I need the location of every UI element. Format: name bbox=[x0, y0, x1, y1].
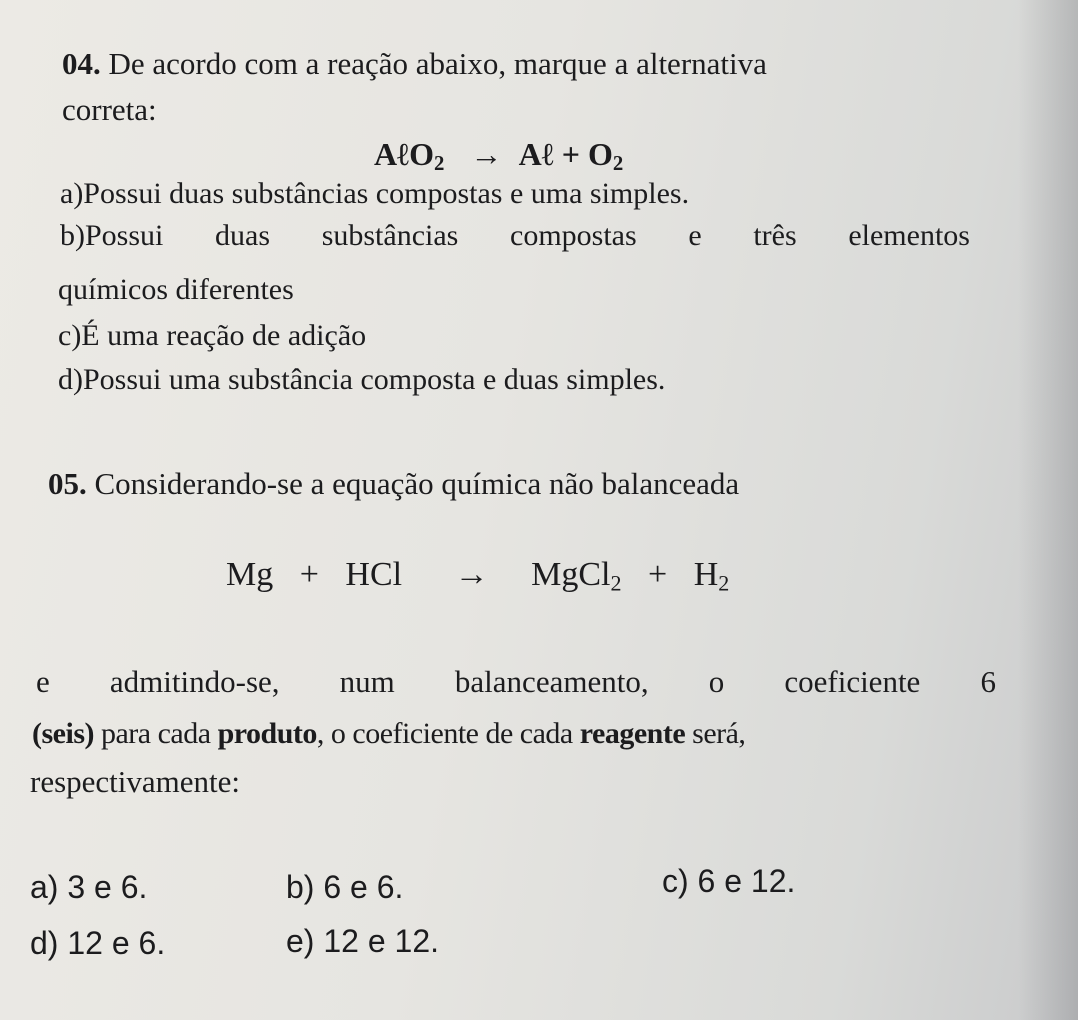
q05-text-fragment: para cada bbox=[93, 717, 218, 750]
q05-reactant-mg: Mg bbox=[226, 556, 274, 593]
q05-product-mgcl2: MgCl$_2$ bbox=[531, 556, 622, 596]
q05-equation bbox=[226, 556, 729, 597]
q04-stem-line2: correta: bbox=[62, 92, 157, 127]
word: b)Possui bbox=[60, 219, 164, 252]
q05-stem-text: Considerando-se a equação química não balanceada bbox=[94, 466, 740, 501]
q05-stem-line bbox=[48, 466, 739, 502]
q04-products: Aℓ + $O_2$ bbox=[518, 136, 624, 176]
q04-option-b-line1 bbox=[60, 218, 970, 254]
q05-text-fragment: , o coeficiente de cada bbox=[316, 717, 580, 750]
q04-reactant: AℓO$_2$ bbox=[374, 136, 445, 176]
word: três bbox=[753, 219, 797, 252]
q05-plus-2: + bbox=[648, 556, 668, 593]
q05-text-fragment: será, bbox=[685, 717, 746, 750]
q04-stem-line1 bbox=[62, 46, 767, 82]
q04-option-d: d)Possui uma substância composta e duas simples. bbox=[58, 363, 666, 396]
q05-product-h2: $H_2$ bbox=[693, 556, 730, 596]
q04-number: 04. bbox=[62, 46, 101, 81]
word: e bbox=[36, 664, 50, 699]
q05-produto: produto bbox=[217, 717, 317, 750]
q05-text-line2 bbox=[32, 716, 745, 752]
q04-option-a: a)Possui duas substâncias compostas e uma simples. bbox=[60, 177, 690, 210]
q05-arrow: → bbox=[454, 556, 489, 593]
word: compostas bbox=[510, 219, 637, 252]
q05-seis: (seis) bbox=[32, 717, 94, 750]
q05-reactant-hcl: HCl bbox=[345, 556, 403, 593]
q05-option-a: a) 3 e 6. bbox=[30, 869, 148, 905]
q04-stem-text: De acordo com a reação abaixo, marque a alternativa bbox=[108, 46, 767, 81]
q05-text-line3: respectivamente: bbox=[30, 764, 241, 799]
page-shadow bbox=[1018, 0, 1078, 1020]
q05-number: 05. bbox=[48, 466, 87, 501]
word: 6 bbox=[980, 664, 996, 699]
word: num bbox=[339, 664, 395, 699]
word: o bbox=[708, 664, 725, 699]
q05-plus-1: + bbox=[299, 556, 319, 593]
q05-option-b: b) 6 e 6. bbox=[286, 869, 404, 905]
word: balanceamento, bbox=[454, 664, 649, 699]
word: coeficiente bbox=[784, 664, 921, 699]
q04-equation bbox=[374, 136, 623, 176]
q04-arrow: → bbox=[470, 136, 503, 172]
word: elementos bbox=[848, 219, 970, 252]
word: duas bbox=[215, 219, 271, 252]
q05-option-c: c) 6 e 12. bbox=[662, 863, 796, 899]
q04-option-b-line2: químicos diferentes bbox=[58, 273, 294, 306]
q05-option-d: d) 12 e 6. bbox=[30, 925, 166, 961]
q04-option-c: c)É uma reação de adição bbox=[58, 319, 367, 352]
q05-option-e: e) 12 e 12. bbox=[286, 923, 439, 959]
word: substâncias bbox=[321, 219, 459, 252]
q05-text-line1 bbox=[36, 664, 996, 700]
word: e bbox=[688, 219, 702, 252]
word: admitindo-se, bbox=[109, 664, 280, 699]
q05-reagente: reagente bbox=[579, 717, 686, 750]
